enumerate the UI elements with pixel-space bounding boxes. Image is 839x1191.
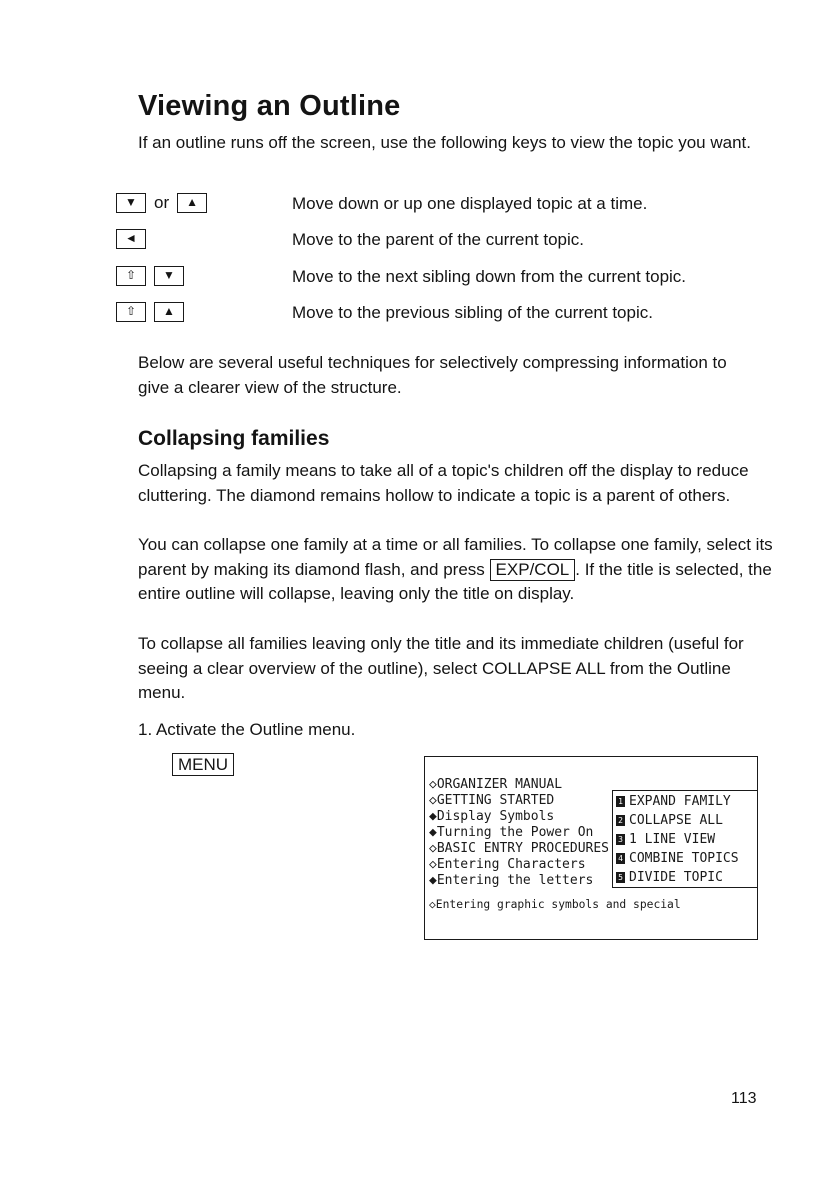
outline-line: ◆Entering the letters (429, 873, 594, 888)
page-title: Viewing an Outline (138, 90, 401, 122)
key-description: Move down or up one displayed topic at a time. (292, 194, 648, 213)
key-row-previous-sibling (116, 302, 756, 328)
outline-menu-popup (612, 790, 758, 888)
menu-key: MENU (172, 753, 234, 776)
page-number: 113 (731, 1090, 757, 1107)
outline-line: ◆Display Symbols (429, 809, 555, 824)
shift-key-icon: ⇧ (116, 302, 146, 322)
outline-line: ◆Turning the Power On (429, 825, 594, 840)
down-arrow-key-icon: ▼ (116, 193, 146, 213)
intro-paragraph: If an outline runs off the screen, use the following keys to view the topic you want. (138, 133, 751, 152)
menu-item-expand-family[interactable]: 1 EXPAND FAMILY (616, 794, 731, 810)
key-row-parent (116, 229, 756, 255)
outline-line: ◇GETTING STARTED (429, 793, 555, 808)
menu-item-1-line-view[interactable]: 3 1 LINE VIEW (616, 832, 715, 848)
key-description: Move to the previous sibling of the current topic. (292, 303, 653, 322)
up-arrow-key-icon: ▲ (154, 302, 184, 322)
para2-text-after: . If the title is selected, the entire outline will collapse, leaving only the title on display. (138, 559, 772, 603)
step-1: 1. Activate the Outline menu. (138, 720, 356, 739)
key-description: Move to the parent of the current topic. (292, 230, 584, 249)
outline-line: ◇BASIC ENTRY PROCEDURES (429, 841, 610, 856)
down-arrow-key-icon: ▼ (154, 266, 184, 286)
techniques-paragraph: Below are several useful techniques for selectively compressing information to give a clearer view of the structure. (138, 353, 727, 397)
key-row-up-down (116, 193, 756, 219)
key-joiner: or (154, 193, 170, 212)
outline-line: ◇ORGANIZER MANUAL (429, 777, 563, 792)
up-arrow-key-icon: ▲ (177, 193, 207, 213)
outline-line: ◇Entering graphic symbols and special (429, 898, 681, 911)
para2-text-before: You can collapse one family at a time or all families. To collapse one family, select its parent by making its diamond flash, and press (138, 535, 773, 579)
exp-col-key: EXP/COL (490, 559, 576, 581)
menu-item-divide-topic[interactable]: 5 DIVIDE TOPIC (616, 870, 723, 886)
collapse-paragraph-3: To collapse all families leaving only the title and its immediate children (useful for seeing a clear overview of the outline), select COLLAPSE ALL from the Outline menu. (138, 634, 744, 702)
menu-item-combine-topics[interactable]: 4 COMBINE TOPICS (616, 851, 739, 867)
outline-line: ◇Entering Characters (429, 857, 586, 872)
collapse-paragraph-2 (138, 533, 778, 607)
section-heading: Collapsing families (138, 427, 330, 450)
collapse-paragraph-1: Collapsing a family means to take all of a topic's children off the display to reduce cluttering. The diamond remains hollow to indicate a topic is a parent of others. (138, 461, 749, 505)
key-row-next-sibling (116, 266, 756, 292)
left-arrow-key-icon: ◄ (116, 229, 146, 249)
organizer-screen (424, 756, 758, 940)
shift-key-icon: ⇧ (116, 266, 146, 286)
menu-item-collapse-all[interactable]: 2 COLLAPSE ALL (616, 813, 723, 829)
key-description: Move to the next sibling down from the current topic. (292, 267, 687, 286)
